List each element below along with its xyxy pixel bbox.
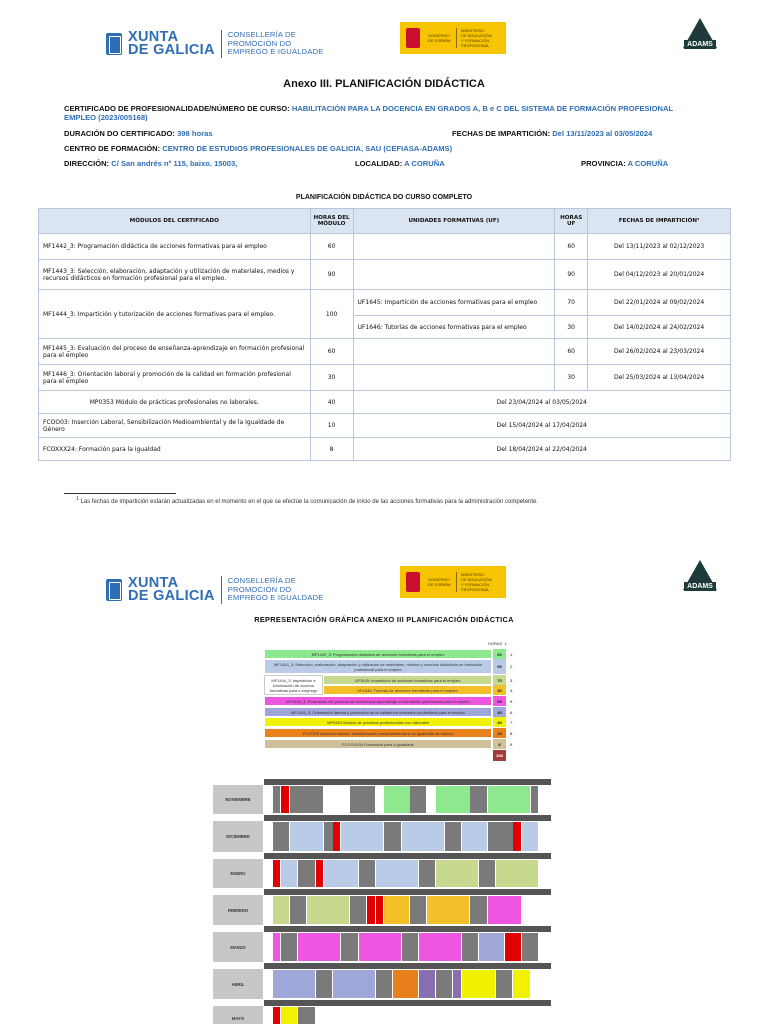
fechas-cell: Del 25/03/2024 al 13/04/2024 (588, 365, 731, 391)
direccion-label: DIRECCIÓN: (64, 159, 110, 168)
legend-hours: 30 (493, 707, 506, 717)
modulo-cell: FCOO03: Inserción Laboral, Sensibilización Medioambiental y de la Igualdade de Género (39, 414, 311, 438)
xunta-line1: XUNTA (128, 575, 179, 591)
gobierno-line2: DE ESPAÑA (428, 38, 451, 43)
calendar-month-grid (264, 853, 551, 888)
calendar-day-block (531, 786, 539, 813)
calendar-day-block (419, 970, 435, 998)
modulo-cell: MP0353 Módulo de prácticas profesionales no laborales. (39, 391, 311, 414)
calendar-day-block (496, 860, 538, 887)
calendar-day-block (384, 896, 409, 924)
legend-hours: 70 (493, 675, 506, 685)
calendar-day-block (298, 933, 340, 961)
calendar-day-block (462, 822, 487, 851)
ministerio-line1: MINISTERIO (461, 28, 485, 33)
gobierno-logo (400, 566, 506, 598)
duracion-value: 398 horas (177, 129, 213, 138)
col-fechas: FECHAS DE IMPARTICIÓN¹ (588, 209, 731, 234)
graphic-title: REPRESENTACIÓN GRÁFICA ANEXO III PLANIFICACIÓN DIDÁCTICA (254, 615, 514, 624)
calendar-day-block (350, 786, 375, 813)
legend-item: MF1445_3: Evaluación del proceso de enseñanza-aprendizaje en formación profesional para el empleo (264, 696, 492, 706)
horas-uf-cell: 60 (555, 234, 588, 260)
horas-uf-cell: 70 (555, 290, 588, 316)
consellaria-line3: EMPREGO E IGUALDADE (227, 47, 324, 57)
legend-hours: 60 (493, 649, 506, 659)
provincia-line (581, 159, 668, 168)
calendar-day-block (479, 860, 495, 887)
centro-line (64, 144, 452, 153)
consellaria-line3: EMPREGO E IGUALDADE (227, 593, 324, 603)
xunta-line2: DE GALICIA (128, 588, 215, 604)
uf-cell: UF1646: Tutorías de acciones formativas para el empleo (353, 316, 555, 339)
calendar-month-grid (264, 926, 551, 962)
direccion-value: C/ San andrés nº 115, baixo. 15003, (111, 159, 238, 168)
horas-cell: 30 (310, 365, 353, 391)
horas-cell: 60 (310, 234, 353, 260)
calendar-day-block (402, 933, 418, 961)
calendar-day-block (436, 970, 452, 998)
legend-item: FCOXXX04 Formación para a igualdade (264, 739, 492, 749)
fechas-label: FECHAS DE IMPARTICIÓN: (452, 129, 551, 138)
calendar-day-block (341, 933, 357, 961)
table-row (39, 260, 731, 290)
legend-header-idx: 1 (504, 641, 507, 646)
calendar-day-block (488, 786, 530, 813)
legend-item: FCOO03 Inserción laboral, sensibilización medioambiental e na igualdade de xénero (264, 728, 492, 738)
planning-table (38, 208, 731, 461)
spain-crest-icon (406, 28, 420, 48)
calendar-day-block (290, 786, 323, 813)
fechas-cell: Del 26/02/2024 al 23/03/2024 (588, 339, 731, 365)
footnote-number: 1 (76, 496, 79, 502)
calendar-month-grid (264, 963, 551, 999)
modulo-cell: MF1446_3: Orientación laboral y promoción de la calidad en formación profesional para el empleo (39, 365, 311, 391)
cert-value: HABILITACIÓN PARA LA DOCENCIA EN GRADOS A, B e C DEL SISTEMA DE FORMACIÓN PROFESIONAL EMPLEO (2023/005168) (64, 104, 673, 122)
xunta-logo (106, 30, 324, 58)
calendar-day-block (273, 1007, 281, 1024)
calendar-day-block (273, 860, 281, 887)
table-row (39, 234, 731, 260)
calendar-day-block (522, 933, 538, 961)
modulo-cell: MF1445_3: Evaluación del proceso de enseñanza-aprendizaje en formación profesional para el empleo (39, 339, 311, 365)
consellaria-line1: CONSELLERÍA DE (227, 30, 296, 40)
calendar-day-block (462, 970, 495, 998)
legend-item: MF1443_3: Selección, elaboración, adaptación y utilización de materiales, medios y recursos didácticos en formación profesional para el empleo (264, 659, 492, 674)
horas-cell: 8 (310, 438, 353, 461)
calendar-day-block (470, 786, 486, 813)
adams-logo (680, 18, 720, 49)
calendar-day-block (488, 896, 521, 924)
horas-uf-cell: 60 (555, 339, 588, 365)
legend-hours: 10 (493, 728, 506, 738)
centro-label: CENTRO DE FORMACIÓN: (64, 144, 161, 153)
calendar-day-block (410, 786, 426, 813)
adams-label: ADAMS (684, 40, 716, 49)
gobierno-line1: GOBIERNO (428, 33, 450, 38)
provincia-label: PROVINCIA: (581, 159, 626, 168)
calendar-day-block (307, 896, 349, 924)
calendar-day-block (290, 896, 306, 924)
calendar-day-block (290, 822, 323, 851)
calendar-day-block (402, 822, 444, 851)
legend-item: MF1442_3: Programación didáctica de acciones formativas para el empleo (264, 649, 492, 659)
modulo-cell: FCOXXX24: Formación para la igualdad (39, 438, 311, 461)
table-title: PLANIFICACIÓN DIDÁCTICA DO CURSO COMPLETO (295, 194, 473, 201)
horas-cell: 100 (310, 290, 353, 339)
table-row (39, 391, 731, 414)
xunta-line2: DE GALICIA (128, 42, 215, 58)
modulo-cell: MF1443_3: Selección, elaboración, adaptación y utilización de materiales, medios y recursos didácticos en formación profesional para el empleo. (39, 260, 311, 290)
localidad-value: A CORUÑA (404, 159, 445, 168)
calendar-day-block (376, 896, 384, 924)
ministerio-line2: DE EDUCACIÓN (461, 577, 492, 582)
gobierno-line1: GOBIERNO (428, 577, 450, 582)
calendar-day-block (273, 822, 289, 851)
table-row (39, 290, 731, 316)
fechas-cell: Del 14/02/2024 al 24/02/2024 (588, 316, 731, 339)
legend-index: 2. (510, 664, 514, 669)
calendar-day-block (333, 822, 341, 851)
cert-label: CERTIFICADO DE PROFESIONALIDADE/NÚMERO DE CURSO: (64, 104, 290, 113)
legend-index: 6. (510, 709, 514, 715)
legend-index: 9. (510, 741, 514, 747)
legend-hours: 90 (493, 659, 506, 674)
table-header-row (39, 209, 731, 234)
calendar-day-block (281, 860, 297, 887)
uf-cell (353, 234, 555, 260)
calendar-month-label: ABRIL (213, 969, 263, 999)
calendar-day-block (324, 860, 357, 887)
calendar-day-block (384, 822, 400, 851)
calendar-day-block (410, 896, 426, 924)
calendar-month-grid (264, 1000, 551, 1024)
gobierno-line2: DE ESPAÑA (428, 582, 451, 587)
calendar-day-block (427, 896, 469, 924)
calendar-month-label: MARZO (213, 932, 263, 962)
legend-hours: 30 (493, 685, 506, 695)
calendar-day-block (350, 896, 366, 924)
calendar-day-block (445, 822, 461, 851)
ministerio-line3: Y FORMACIÓN PROFESIONAL (461, 582, 490, 592)
consellaria-line1: CONSELLERÍA DE (227, 576, 296, 586)
calendar-day-block (281, 1007, 297, 1024)
centro-value: CENTRO DE ESTUDIOS PROFESIONALES DE GALICIA, SAU (CEFIASA-ADAMS) (162, 144, 453, 153)
localidad-line (355, 159, 445, 168)
calendar-day-block (367, 896, 375, 924)
calendar-month-grid (264, 779, 551, 814)
calendar-day-header (264, 889, 551, 895)
calendar-day-block (505, 933, 521, 961)
col-modulos: MÓDULOS DEL CERTIFICADO (39, 209, 311, 234)
legend-index: 4. (510, 687, 514, 693)
calendar-day-block (273, 970, 315, 998)
calendar-month-label: ENERO (213, 859, 263, 888)
legend-hours: 60 (493, 696, 506, 706)
gobierno-logo (400, 22, 506, 54)
calendar-day-block (513, 822, 521, 851)
modulo-cell: MF1442_3: Programación didáctica de acciones formativas para el empleo (39, 234, 311, 260)
footnote-text: Las fechas de impartición estarán actualizadas en el momento en el que se efectúe la comunicación de inicio de las acciones formativas para la administración competente. (80, 499, 539, 505)
horas-uf-cell: 30 (555, 365, 588, 391)
uf-cell (353, 365, 555, 391)
calendar-day-block (376, 970, 392, 998)
fechas-span-cell: Del 23/04/2024 al 03/05/2024 (353, 391, 730, 414)
col-horas-uf: HORAS UF (555, 209, 588, 234)
calendar-day-block (341, 822, 383, 851)
fechas-span-cell: Del 15/04/2024 al 17/04/2024 (353, 414, 730, 438)
calendar-day-block (298, 1007, 314, 1024)
calendar-day-block (453, 970, 461, 998)
fechas-cell: Del 13/11/2023 al 02/12/2023 (588, 234, 731, 260)
calendar-day-block (316, 860, 324, 887)
calendar-day-block (333, 970, 375, 998)
fechas-line (452, 129, 652, 138)
ministerio-line1: MINISTERIO (461, 572, 485, 577)
calendar-day-block (376, 860, 418, 887)
fechas-cell: Del 04/12/2023 al 20/01/2024 (588, 260, 731, 290)
calendar-day-block (281, 933, 297, 961)
adams-logo (680, 560, 720, 591)
legend-item: UF1646: Tutorías de acciones formativas para el empleo (323, 685, 492, 695)
legend-index: 1. (510, 651, 514, 657)
spain-crest-icon (406, 572, 420, 592)
footnote-rule (64, 493, 176, 494)
horas-uf-cell: 30 (555, 316, 588, 339)
col-horas-modulo: HORAS DEL MÓDULO (310, 209, 353, 234)
calendar-day-header (264, 1000, 551, 1006)
header-logos (0, 26, 768, 82)
legend-total: 398 (493, 750, 506, 761)
consellaria-line2: PROMOCIÓN DO (227, 584, 292, 594)
calendar-day-header (264, 963, 551, 969)
calendar-day-block (359, 860, 375, 887)
horas-cell: 60 (310, 339, 353, 365)
calendar-day-block (419, 860, 435, 887)
xunta-line1: XUNTA (128, 29, 179, 45)
calendar-day-header (264, 926, 551, 932)
localidad-label: LOCALIDAD: (355, 159, 403, 168)
legend-mf1444: MF1444_3: Impartición e tutorización de accións formativas para o emprego (264, 675, 323, 695)
calendar-day-block (359, 933, 401, 961)
calendar-day-block (496, 970, 512, 998)
uf-cell (353, 260, 555, 290)
horas-cell: 90 (310, 260, 353, 290)
calendar-day-block (436, 860, 478, 887)
legend-index: 3. (510, 677, 514, 683)
calendar-month-label: NOVIEMBRE (213, 785, 263, 814)
calendar-day-block (316, 970, 332, 998)
calendar-month-label: DICIEMBRE (213, 821, 263, 852)
legend-index: 7. (510, 719, 514, 725)
calendar-day-block (419, 933, 461, 961)
col-uf: UNIDADES FORMATIVAS (UF) (353, 209, 555, 234)
fechas-value: Del 13/11/2023 al 03/05/2024 (552, 129, 653, 138)
table-row (39, 414, 731, 438)
fechas-cell: Del 22/01/2024 al 09/02/2024 (588, 290, 731, 316)
calendar-month-label: MAYO (213, 1006, 263, 1024)
calendar-day-block (281, 786, 289, 813)
legend-item: UF1645: Impartición de acciones formativas para el empleo (323, 675, 492, 685)
calendar-day-header (264, 853, 551, 859)
legend-index: 8. (510, 730, 514, 736)
direccion-line (64, 159, 237, 168)
consellaria-line2: PROMOCIÓN DO (227, 38, 292, 48)
legend-hours: 40 (493, 717, 506, 727)
legend-header (488, 641, 507, 646)
uf-cell (353, 339, 555, 365)
xunta-shield-icon (106, 579, 122, 601)
modulo-cell: MF1444_3: Impartición y tutorización de acciones formativas para el empleo. (39, 290, 311, 339)
provincia-value: A CORUÑA (627, 159, 669, 168)
ministerio-line3: Y FORMACIÓN PROFESIONAL (461, 38, 490, 48)
table-row (39, 438, 731, 461)
calendar-day-block (298, 860, 314, 887)
legend-item: MF1446_3: Orientación laboral y promoción de la calidad en formación profesional para el empleo (264, 707, 492, 717)
calendar-month-grid (264, 815, 551, 852)
xunta-logo (106, 576, 324, 604)
fechas-span-cell: Del 18/04/2024 al 22/04/2024 (353, 438, 730, 461)
xunta-shield-icon (106, 33, 122, 55)
cert-line (64, 104, 684, 122)
adams-label: ADAMS (684, 582, 716, 591)
calendar-day-block (462, 933, 478, 961)
calendar-day-header (264, 779, 551, 785)
footnote (76, 496, 538, 505)
legend-index: 5. (510, 698, 514, 704)
uf-cell: UF1645: Impartición de acciones formativas para el empleo (353, 290, 555, 316)
calendar-month-grid (264, 889, 551, 925)
horas-uf-cell: 90 (555, 260, 588, 290)
page-title: Anexo III. PLANIFICACIÓN DIDÁCTICA (283, 78, 485, 90)
legend-item: MP0353 Módulo de prácticas profesionales non laborales (264, 717, 492, 727)
calendar-day-block (479, 933, 504, 961)
calendar-day-block (393, 970, 418, 998)
ministerio-line2: DE EDUCACIÓN (461, 33, 492, 38)
horas-cell: 10 (310, 414, 353, 438)
calendar-day-block (273, 896, 289, 924)
calendar-day-block (522, 822, 538, 851)
calendar-day-block (470, 896, 486, 924)
duracion-line (64, 129, 213, 138)
calendar-month-label: FEBRERO (213, 895, 263, 925)
duracion-label: DURACIÓN DO CERTIFICADO: (64, 129, 175, 138)
legend-hours: 8 (493, 739, 506, 749)
table-row (39, 339, 731, 365)
table-row (39, 365, 731, 391)
calendar-day-block (273, 933, 281, 961)
legend-header-label: HORAS (488, 641, 503, 646)
horas-cell: 40 (310, 391, 353, 414)
calendar-day-block (273, 786, 281, 813)
calendar-day-block (513, 970, 529, 998)
calendar-day-header (264, 815, 551, 821)
